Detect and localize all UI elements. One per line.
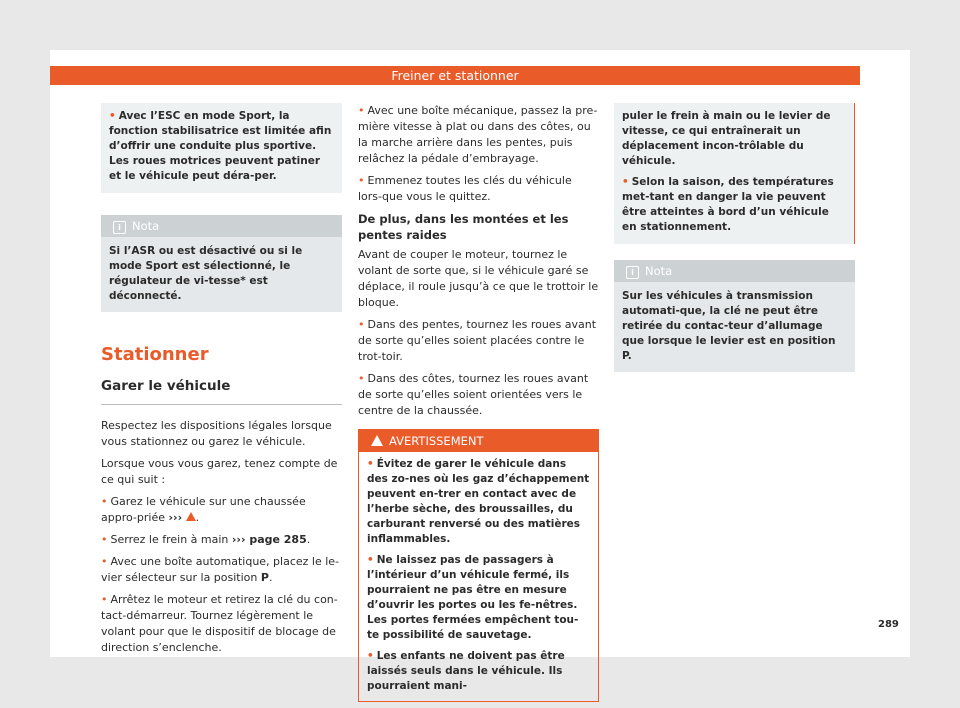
bullet-icon: • [358, 318, 365, 331]
list-item: • Dans des pentes, tournez les roues avant de sorte qu’elles soient placées contre le trot-toir. [358, 318, 597, 363]
bullet-icon: • [109, 110, 116, 122]
warning-item: • Évitez de garer le véhicule dans des zo-nes où les gaz d’échappement peuvent en-trer en contact avec de l’herbe sèche, des broussailles, du carburant renversé ou des matières inflammables. [367, 458, 590, 545]
esc-sport-text: Avec l’ESC en mode Sport, la fonction stabilisatrice est limitée afin d’offrir une conduite plus sportive. Les roues motrices peuvent patiner et le véhicule peut déra-per. [109, 110, 332, 182]
list-item: • Emmenez toutes les clés du véhicule lors-que vous le quittez. [358, 174, 572, 203]
paragraph: Respectez les dispositions légales lorsque vous stationnez ou garez le véhicule. [101, 419, 332, 448]
paragraph: Avant de couper le moteur, tournez le volant de sorte que, si le véhicule garé se déplace, il roule jusqu’à ce que le trottoir le bloque. [358, 248, 599, 309]
bullet-icon: • [358, 104, 365, 117]
esc-sport-box [101, 103, 342, 193]
note-body: Si l’ASR ou est désactivé ou si le mode Sport est sélectionné, le régulateur de vi-tesse* est déconnecté. [109, 245, 303, 302]
info-icon: i [113, 221, 126, 234]
bullet-icon: • [622, 176, 629, 188]
note-box-asr [101, 215, 342, 312]
note-header [101, 215, 342, 237]
warning-triangle-icon [371, 435, 383, 446]
note-header [614, 260, 855, 282]
bullet-icon: • [101, 533, 108, 546]
warning-header [359, 430, 598, 452]
column-2 [358, 103, 599, 702]
list-item: • Dans des côtes, tournez les roues avant de sorte qu’elles soient orientées vers le centre de la chaussée. [358, 372, 589, 417]
warning-box [358, 429, 599, 702]
column-3 [614, 103, 855, 372]
bullet-icon: • [101, 555, 108, 568]
warning-continuation: puler le frein à main ou le levier de vitesse, ce qui entraînerait un déplacement incon-trôlable du véhicule. [622, 110, 831, 167]
warning-item: • Ne laissez pas de passagers à l’intérieur d’un véhicule fermé, ils pourraient ne pas être en mesure d’ouvrir les portes ou les fe-nêtres. Les portes fermées empêchent tou-te possibilité de sauvetage. [367, 554, 579, 641]
warning-title: AVERTISSEMENT [389, 434, 484, 448]
subsection-heading: De plus, dans les montées et les pentes raides [358, 212, 569, 242]
bullet-icon: • [367, 554, 374, 566]
warning-item: • Selon la saison, des températures met-tant en danger la vie peuvent être atteintes à bord d’un véhicule en stationnement. [622, 176, 834, 233]
list-item: • Garez le véhicule sur une chaussée appro-priée ››› . [101, 495, 306, 524]
warning-body [359, 452, 598, 701]
bullet-icon: • [101, 495, 108, 508]
cross-reference-arrow[interactable]: ››› [168, 511, 183, 524]
page-header: Freiner et stationner [50, 66, 860, 85]
section-subheading: Garer le véhicule [101, 378, 231, 394]
list-item: • Serrez le frein à main ››› page 285. [101, 533, 311, 546]
page-number: 289 [878, 619, 899, 630]
bullet-icon: • [101, 593, 108, 606]
warning-triangle-icon [186, 512, 196, 521]
list-item: • Avec une boîte automatique, placez le le-vier sélecteur sur la position P. [101, 555, 340, 584]
bullet-icon: • [358, 372, 365, 385]
section-heading: Stationner [101, 344, 209, 365]
warning-item: • Les enfants ne doivent pas être laissés seuls dans le véhicule. Ils pourraient mani- [367, 650, 565, 692]
list-item: • Avec une boîte mécanique, passez la pre-mière vitesse à plat ou dans des côtes, ou la marche arrière dans les pentes, puis relâchez la pédale d’embrayage. [358, 104, 598, 165]
note-title: Nota [645, 264, 673, 278]
gear-position: P [260, 571, 269, 584]
bullet-icon: • [358, 174, 365, 187]
note-box-automatic [614, 260, 855, 372]
bullet-icon: • [367, 650, 374, 662]
note-body: Sur les véhicules à transmission automati-que, la clé ne peut être retirée du contac-teur d’allumage que lorsque le levier est en position P. [622, 290, 836, 362]
warning-continuation-box [614, 103, 855, 244]
list-item: • Arrêtez le moteur et retirez la clé du con-tact-démarreur. Tournez légèrement le volant pour que le dispositif de blocage de direction s’enclenche. [101, 593, 338, 654]
note-title: Nota [132, 219, 160, 233]
info-icon: i [626, 266, 639, 279]
page-reference-link[interactable]: ››› page 285 [231, 533, 307, 546]
column-1 [101, 103, 342, 662]
paragraph: Lorsque vous vous garez, tenez compte de ce qui suit : [101, 457, 338, 486]
bullet-icon: • [367, 458, 374, 470]
